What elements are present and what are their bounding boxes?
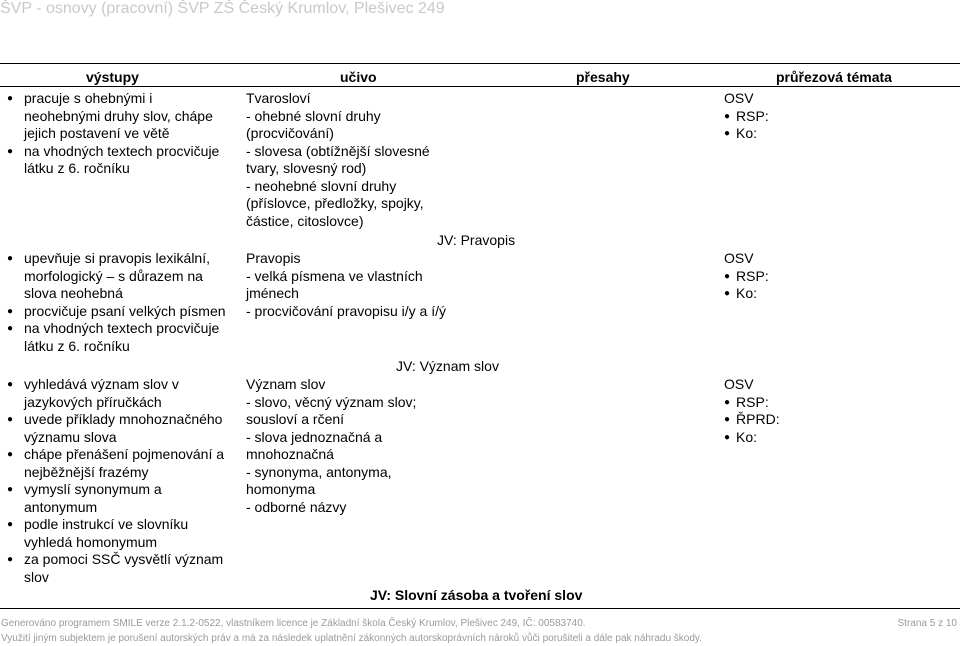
content-line: mnohoznačná	[246, 446, 334, 462]
content-line: částice, citoslovce)	[246, 212, 364, 229]
list-item: ● uvede příklady mnohoznačného významu slova	[6, 411, 228, 446]
themes-spelling	[724, 250, 844, 303]
content-line: - ohebné slovní druhy	[246, 107, 381, 124]
content-line: - velká písmena ve vlastních	[246, 267, 423, 284]
content-line: - synonyma, antonyma,	[246, 463, 392, 480]
themes-morphology	[724, 90, 844, 143]
content-line: - procvičování pravopisu i/y a í/ý	[246, 302, 446, 319]
list-item: ● vymyslí synonymum a antonymum	[6, 481, 228, 516]
content-word-meaning	[246, 376, 476, 516]
content-line: - odborné názvy	[246, 498, 347, 515]
content-line: Pravopis	[246, 250, 301, 266]
list-item: ● chápe přenášení pojmenování a nejběžnější frazémy	[6, 446, 228, 481]
jv-label-vyznam-slov: JV: Význam slov	[396, 358, 499, 374]
list-item: ● za pomoci SSČ vysvětlí význam slov	[6, 551, 228, 586]
theme-item: ● ŘPRD:	[724, 411, 844, 429]
list-item: ● procvičuje psaní velkých písmen	[6, 303, 228, 321]
list-item: ● vyhledává význam slov v jazykových příručkách	[6, 376, 228, 411]
list-item: ● podle instrukcí ve slovníku vyhledá homonymum	[6, 516, 228, 551]
footer-page-number: Strana 5 z 10	[897, 618, 957, 629]
content-morphology	[246, 90, 476, 230]
header-bottom-border	[0, 86, 960, 87]
content-line: - slova jednoznačná a	[246, 428, 383, 445]
column-header-content: učivo	[340, 69, 377, 85]
list-item: ● na vhodných textech procvičuje látku z 6. ročníku	[6, 143, 228, 178]
theme-item: ● Ko:	[724, 125, 844, 143]
column-header-outputs: výstupy	[86, 69, 139, 85]
list-item: ● pracuje s ohebnými i neohebnými druhy slov, chápe jejich postavení ve větě	[6, 90, 228, 143]
outputs-list-word-meaning	[6, 376, 228, 586]
jv-label-slovni-zasoba: JV: Slovní zásoba a tvoření slov	[370, 587, 583, 603]
column-header-overlaps: přesahy	[576, 69, 630, 85]
list-item: ● upevňuje si pravopis lexikální, morfologický – s důrazem na slova neohebná	[6, 250, 228, 303]
theme-item: ● Ko:	[724, 429, 844, 447]
content-line: tvary, slovesný rod)	[246, 160, 367, 176]
footer-generated: Generováno programem SMILE verze 2.1.2-0522, vlastníkem licence je Základní škola Český Krumlov, Plešivec 249, IČ: 00583740.	[1, 618, 586, 629]
theme-item: ● RSP:	[724, 394, 844, 412]
theme-item: ● RSP:	[724, 268, 844, 286]
theme-title: OSV	[724, 250, 754, 266]
jv-label-pravopis: JV: Pravopis	[437, 232, 516, 248]
content-line: Význam slov	[246, 376, 326, 392]
table-top-border	[0, 63, 960, 64]
content-line: - slovesa (obtížnější slovesné	[246, 142, 430, 159]
page-title: ŠVP - osnovy (pracovní) ŠVP ZŠ Český Krumlov, Plešivec 249	[0, 0, 445, 17]
theme-title: OSV	[724, 90, 754, 106]
content-line: (příslovce, předložky, spojky,	[246, 195, 424, 211]
theme-item: ● RSP:	[724, 108, 844, 126]
content-line: jménech	[246, 285, 299, 301]
footer-border	[0, 608, 960, 609]
theme-item: ● Ko:	[724, 285, 844, 303]
outputs-list-spelling	[6, 250, 228, 355]
column-header-themes: průřezová témata	[776, 69, 892, 85]
footer-legal: Využití jiným subjektem je porušení autorských práv a má za následek uplatnění zákonných autorskoprávních nároků vůči porušiteli a dále pak náhradu škody.	[1, 633, 702, 644]
list-item: ● na vhodných textech procvičuje látku z 6. ročníku	[6, 320, 228, 355]
content-line: - neohebné slovní druhy	[246, 177, 397, 194]
outputs-list-morphology	[6, 90, 228, 178]
content-line: - slovo, věcný význam slov;	[246, 393, 417, 410]
content-line: Tvarosloví	[246, 90, 311, 106]
themes-word-meaning	[724, 376, 844, 446]
theme-title: OSV	[724, 376, 754, 392]
content-line: homonyma	[246, 481, 316, 497]
content-spelling	[246, 250, 476, 320]
content-line: (procvičování)	[246, 125, 334, 141]
content-line: sousloví a rčení	[246, 411, 345, 427]
